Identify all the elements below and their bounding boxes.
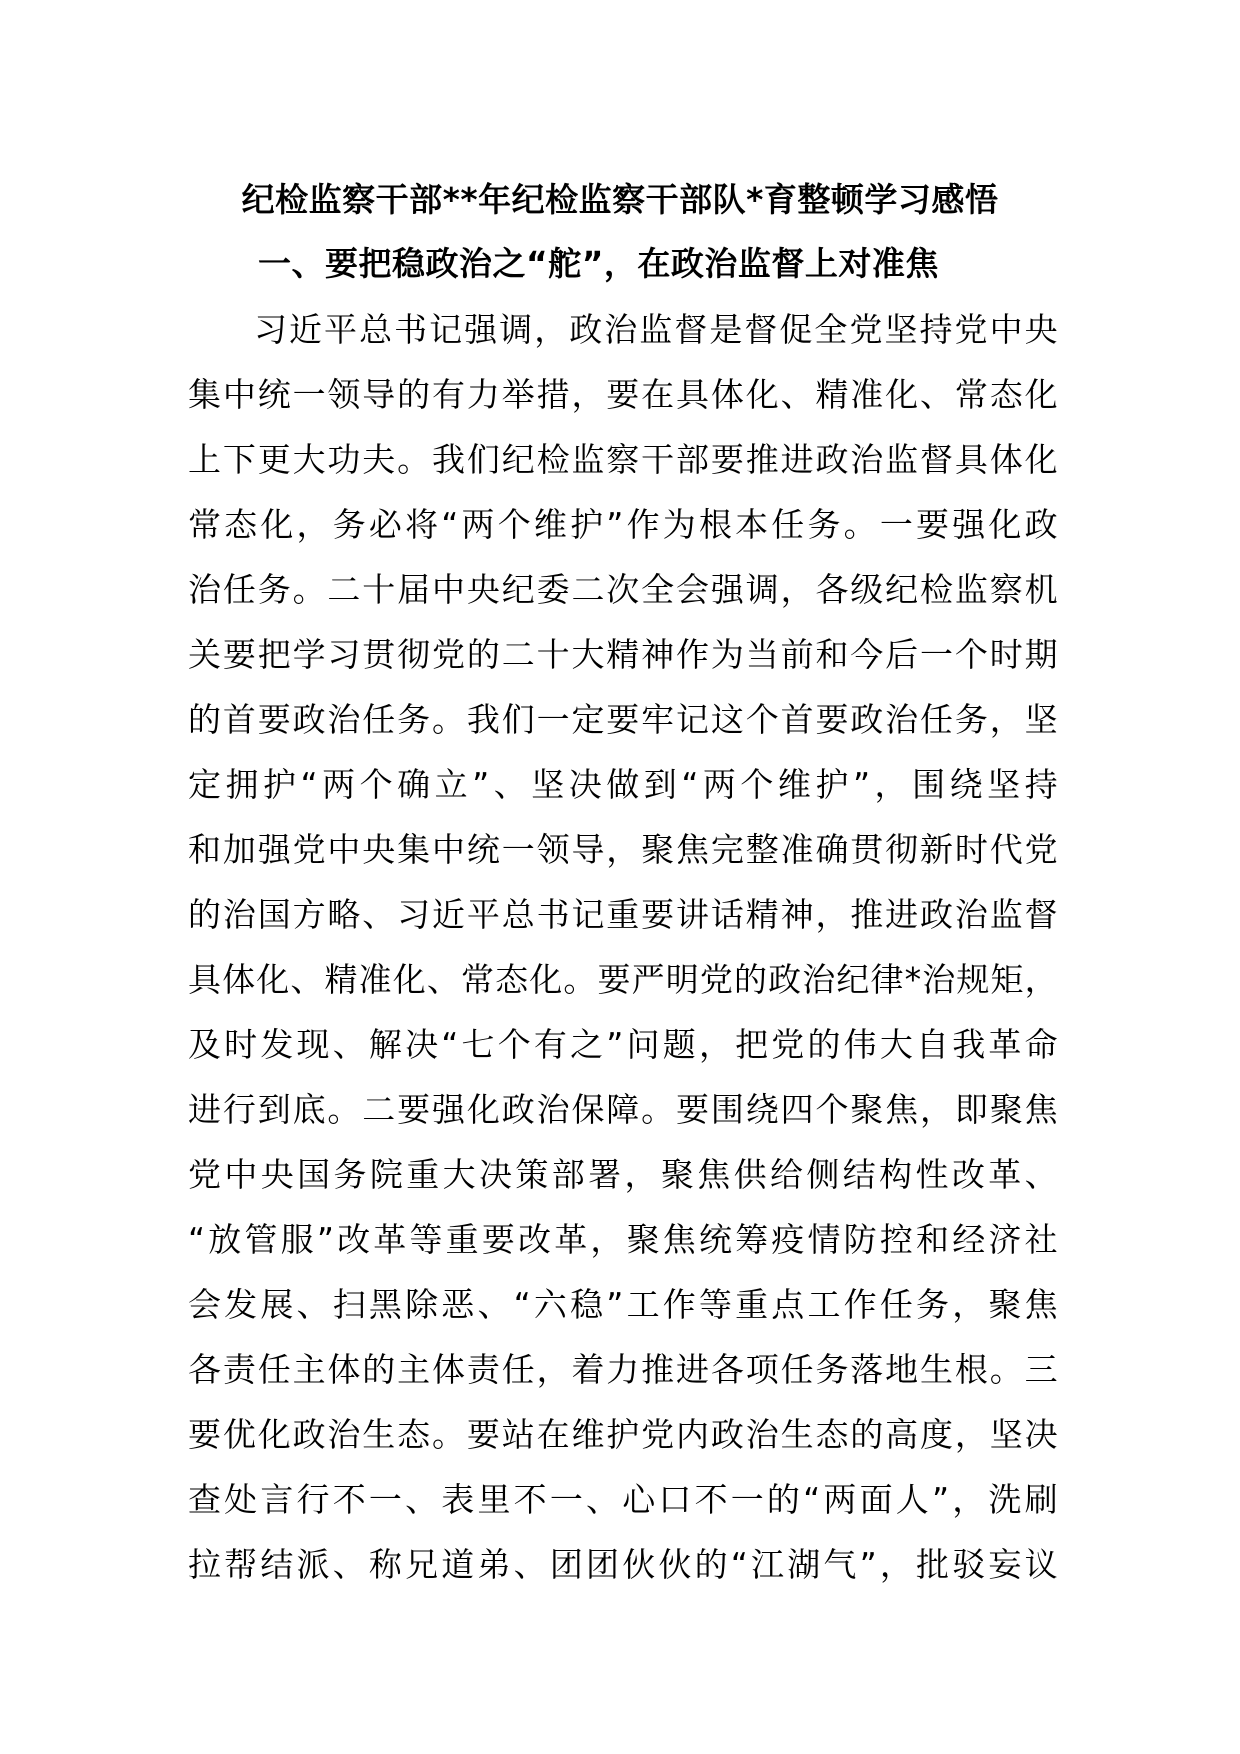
- body-line: 定拥护“两个确立”、坚决做到“两个维护”，围绕坚持: [188, 765, 1058, 804]
- body-line: 治任务。二十届中央纪委二次全会强调，各级纪检监察机: [188, 570, 1058, 609]
- body-line: 要优化政治生态。要站在维护党内政治生态的高度，坚决: [188, 1415, 1058, 1454]
- body-line: 关要把学习贯彻党的二十大精神作为当前和今后一个时期: [188, 635, 1058, 674]
- body-line: 各责任主体的主体责任，着力推进各项任务落地生根。三: [188, 1350, 1058, 1389]
- body-line: 常态化，务必将“两个维护”作为根本任务。一要强化政: [188, 505, 1058, 544]
- body-line: 会发展、扫黑除恶、“六稳”工作等重点工作任务，聚焦: [188, 1285, 1058, 1324]
- body-line: 进行到底。二要强化政治保障。要围绕四个聚焦，即聚焦: [188, 1090, 1058, 1129]
- body-line: 习近平总书记强调，政治监督是督促全党坚持党中央: [254, 310, 1058, 349]
- body-line: 党中央国务院重大决策部署，聚焦供给侧结构性改革、: [188, 1155, 1058, 1194]
- body-line: 的首要政治任务。我们一定要牢记这个首要政治任务，坚: [188, 700, 1058, 739]
- body-line: 和加强党中央集中统一领导，聚焦完整准确贯彻新时代党: [188, 830, 1058, 869]
- body-line: 的治国方略、习近平总书记重要讲话精神，推进政治监督: [188, 895, 1058, 934]
- body-line: 集中统一领导的有力举措，要在具体化、精准化、常态化: [188, 375, 1058, 414]
- body-line: 拉帮结派、称兄道弟、团团伙伙的“江湖气”，批驳妄议: [188, 1545, 1058, 1584]
- body-line: 查处言行不一、表里不一、心口不一的“两面人”，洗刷: [188, 1480, 1058, 1519]
- body-line: 具体化、精准化、常态化。要严明党的政治纪律*治规矩，: [188, 960, 1058, 999]
- body-line: “放管服”改革等重要改革，聚焦统筹疫情防控和经济社: [188, 1220, 1058, 1259]
- body-line: 上下更大功夫。我们纪检监察干部要推进政治监督具体化: [188, 440, 1058, 479]
- body-line: 及时发现、解决“七个有之”问题，把党的伟大自我革命: [188, 1025, 1058, 1064]
- body-paragraph: [188, 302, 1058, 1602]
- document-title: 纪检监察干部**年纪检监察干部队*育整顿学习感悟: [241, 180, 999, 219]
- section-heading: 一、要把稳政治之“舵”，在政治监督上对准焦: [258, 244, 939, 283]
